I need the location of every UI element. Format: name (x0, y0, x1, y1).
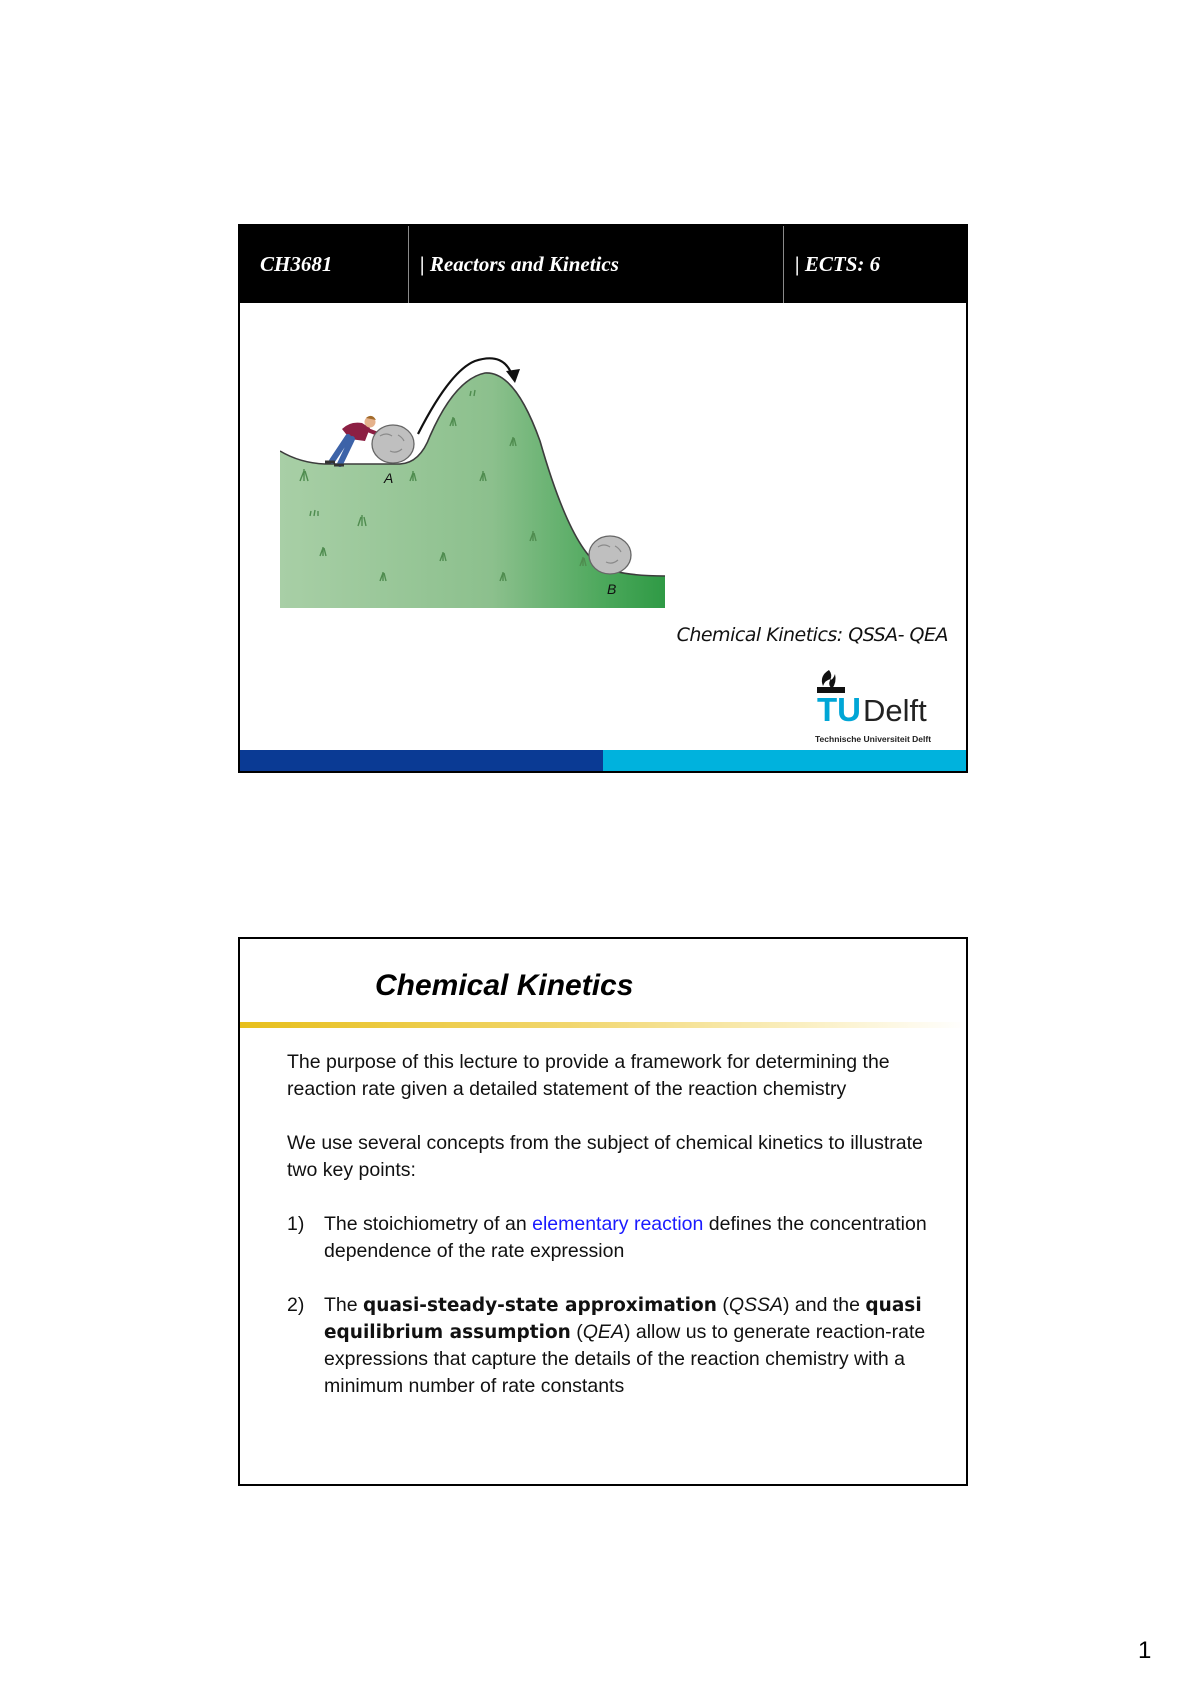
item-text: ) allow us to generate reaction-rate expressions that capture the details of the reaction chemistry with a minimum number of rate constants (324, 1321, 926, 1397)
item-text: ( (570, 1321, 583, 1343)
label-b: B (607, 581, 617, 597)
elementary-reaction-term: elementary reaction (532, 1213, 704, 1235)
list-number: 2) (287, 1294, 305, 1316)
item-text: defines the concentration dependence of the rate expression (324, 1213, 927, 1262)
header-divider (783, 226, 784, 303)
qea-abbrev: QEA (582, 1321, 624, 1343)
item-text: The (324, 1294, 364, 1316)
list-item (287, 1211, 927, 1265)
qea-term: quasi equilibrium assumption (324, 1295, 922, 1343)
label-a: A (384, 470, 394, 486)
footer-bar-light (603, 750, 968, 771)
title-underline (240, 1022, 966, 1028)
paragraph-purpose: The purpose of this lecture to provide a framework for determining the reaction rate given a detailed statement of the reaction chemistry (287, 1051, 890, 1100)
logo-tu: TU (817, 691, 861, 728)
header-divider (408, 226, 409, 303)
slide-title: Chemical Kinetics (375, 969, 634, 1002)
slide-body (287, 1049, 927, 1427)
item-text: ) and the (783, 1294, 866, 1316)
qssa-abbrev: QSSA (728, 1294, 784, 1316)
footer-bar-dark (240, 750, 603, 771)
content-slide (238, 937, 968, 1486)
deck-subtitle: Chemical Kinetics: QSSA- QEA (676, 624, 948, 646)
item-text: ( (716, 1294, 729, 1316)
paragraph-concepts: We use several concepts from the subject of chemical kinetics to illustrate two key points: (287, 1132, 923, 1181)
boulder-b-icon (589, 536, 631, 574)
ects-credits: | ECTS: 6 (795, 252, 881, 276)
course-name: | Reactors and Kinetics (420, 252, 619, 276)
logo-tagline: Technische Universiteit Delft (815, 734, 932, 744)
boulder-a-icon (372, 425, 414, 463)
qssa-term: quasi-steady-state approximation (363, 1295, 717, 1316)
flame-icon (822, 670, 836, 689)
person-pushing-boulder-icon (325, 416, 378, 465)
title-slide (238, 224, 968, 773)
course-code: CH3681 (260, 252, 333, 276)
list-item (287, 1292, 927, 1400)
page-number: 1 (1138, 1637, 1152, 1664)
logo-delft: Delft (863, 693, 927, 728)
activation-energy-hill-illustration (280, 331, 700, 608)
slide-header (240, 226, 966, 303)
list-number: 1) (287, 1213, 305, 1235)
item-text: The stoichiometry of an (324, 1213, 533, 1235)
